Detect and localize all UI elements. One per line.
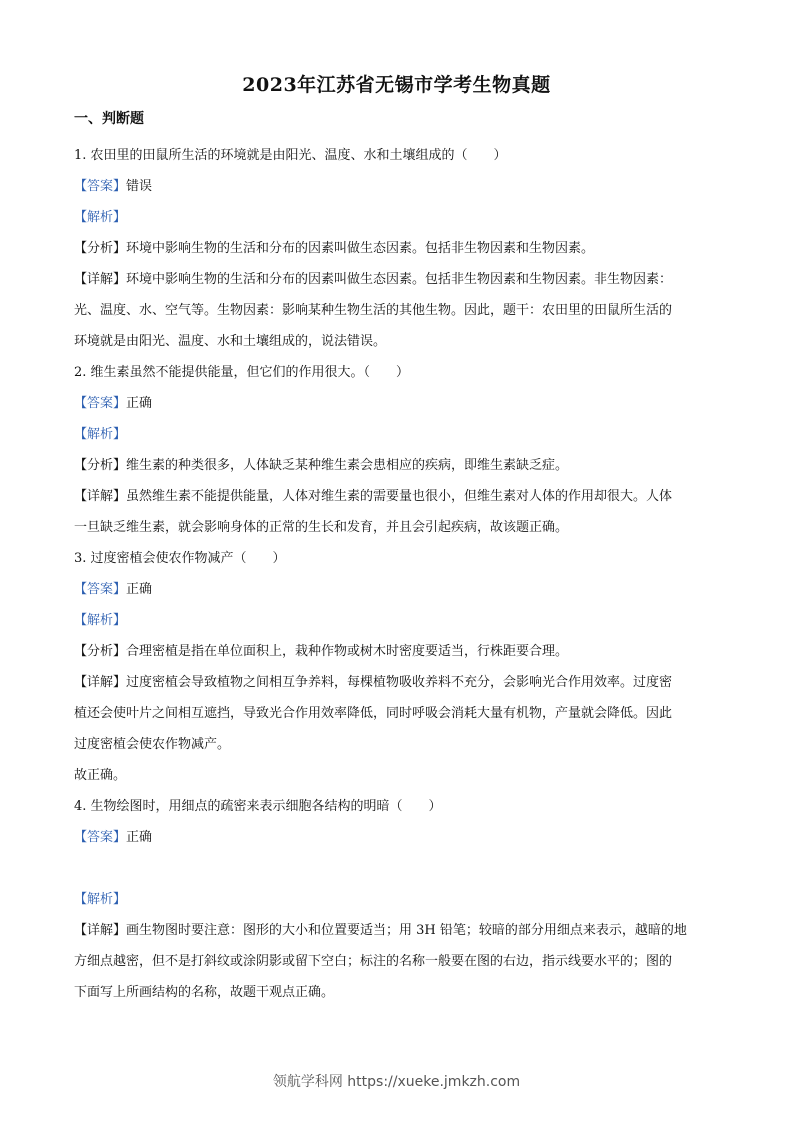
q4-analysis-header (74, 884, 722, 915)
q1-analysis-header (74, 202, 722, 233)
q4-detail-line-3: 下面写上所画结构的名称，故题干观点正确。 (74, 985, 335, 1000)
q2-analysis-text: 维生素的种类很多，人体缺乏某种维生素会患相应的疾病，即维生素缺乏症。 (126, 458, 569, 473)
q3-detail-line-1 (74, 667, 722, 698)
q3-answer (74, 574, 722, 605)
q2-detail-line-1 (74, 481, 722, 512)
q2-detail-text-1: 虽然维生素不能提供能量，人体对维生素的需要量也很小，但维生素对人体的作用却很大。人体 (126, 489, 673, 504)
q4-answer-value: 正确 (126, 830, 153, 845)
document-body (74, 140, 722, 1008)
analysis-header-tag: 【解析】 (74, 427, 127, 442)
q4-detail-line-1 (74, 915, 722, 946)
detail-tag: 【详解】 (74, 272, 127, 287)
analysis-header-tag: 【解析】 (74, 613, 127, 628)
detail-tag: 【详解】 (74, 923, 127, 938)
q1-analysis-text: 环境中影响生物的生活和分布的因素叫做生态因素。包括非生物因素和生物因素。 (126, 241, 595, 256)
q3-analysis (74, 636, 722, 667)
q3-analysis-text: 合理密植是指在单位面积上，栽种作物或树木时密度要适当，行株距要合理。 (126, 644, 569, 659)
q3-question: 3. 过度密植会使农作物减产（ ） (74, 551, 286, 566)
q3-detail-text-1: 过度密植会导致植物之间相互争养料，每棵植物吸收养料不充分，会影响光合作用效率。过度密 (126, 675, 673, 690)
analysis-header-tag: 【解析】 (74, 210, 127, 225)
q1-answer (74, 171, 722, 202)
q4-answer (74, 822, 722, 853)
q2-answer (74, 388, 722, 419)
q1-detail-line-1 (74, 264, 722, 295)
section-heading: 一、判断题 (74, 111, 144, 127)
q3-analysis-header (74, 605, 722, 636)
page-title: 2023年江苏省无锡市学考生物真题 (242, 74, 551, 96)
q1-analysis (74, 233, 722, 264)
analysis-tag: 【分析】 (74, 644, 127, 659)
q1-detail-text-1: 环境中影响生物的生活和分布的因素叫做生态因素。包括非生物因素和生物因素。非生物因素： (126, 272, 673, 287)
q3-conclusion: 故正确。 (74, 768, 127, 783)
answer-tag: 【答案】 (74, 582, 127, 597)
analysis-header-tag: 【解析】 (74, 892, 127, 907)
q2-analysis (74, 450, 722, 481)
answer-tag: 【答案】 (74, 830, 127, 845)
q1-question: 1. 农田里的田鼠所生活的环境就是由阳光、温度、水和土壤组成的（ ） (74, 148, 507, 163)
q2-answer-value: 正确 (126, 396, 153, 411)
q4-question: 4. 生物绘图时，用细点的疏密来表示细胞各结构的明暗（ ） (74, 799, 442, 814)
analysis-tag: 【分析】 (74, 241, 127, 256)
detail-tag: 【详解】 (74, 675, 127, 690)
analysis-tag: 【分析】 (74, 458, 127, 473)
q1-detail-line-3: 环境就是由阳光、温度、水和土壤组成的，说法错误。 (74, 334, 387, 349)
spacer (74, 853, 722, 884)
q4-detail-line-2: 方细点越密，但不是打斜纹或涂阴影或留下空白；标注的名称一般要在图的右边，指示线要水平的；图的 (74, 954, 673, 969)
answer-tag: 【答案】 (74, 179, 127, 194)
q1-detail-line-2: 光、温度、水、空气等。生物因素：影响某种生物生活的其他生物。因此，题干：农田里的田鼠所生活的 (74, 303, 673, 318)
q2-analysis-header (74, 419, 722, 450)
q3-detail-line-2: 植还会使叶片之间相互遮挡，导致光合作用效率降低，同时呼吸会消耗大量有机物，产量就会降低。因此 (74, 706, 673, 721)
answer-tag: 【答案】 (74, 396, 127, 411)
q3-detail-line-3: 过度密植会使农作物减产。 (74, 737, 231, 752)
q3-answer-value: 正确 (126, 582, 153, 597)
detail-tag: 【详解】 (74, 489, 127, 504)
q4-detail-text-1: 画生物图时要注意：图形的大小和位置要适当；用 3H 铅笔；较暗的部分用细点来表示，越暗的地 (126, 923, 687, 938)
q2-detail-line-2: 一旦缺乏维生素，就会影响身体的正常的生长和发育，并且会引起疾病，故该题正确。 (74, 520, 569, 535)
footer-watermark: 领航学科网 https://xueke.jmkzh.com (272, 1074, 521, 1090)
q2-question: 2. 维生素虽然不能提供能量，但它们的作用很大。（ ） (74, 365, 410, 380)
q1-answer-value: 错误 (126, 179, 153, 194)
